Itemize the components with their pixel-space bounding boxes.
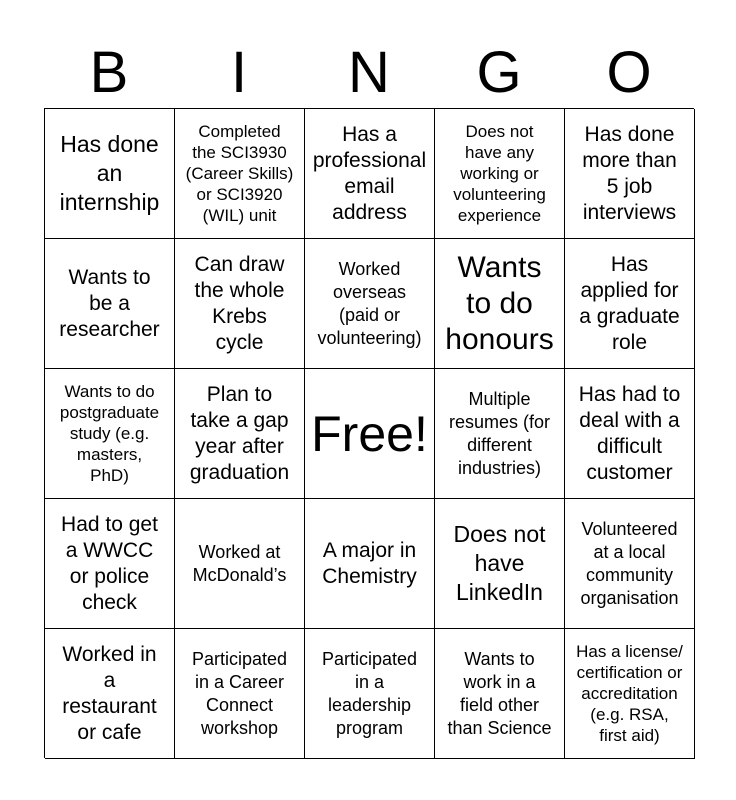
bingo-cell-text: Has applied for a graduate role — [579, 252, 680, 354]
bingo-cell-text: Volunteered at a local community organisation — [580, 518, 679, 608]
bingo-cell[interactable] — [45, 629, 175, 759]
bingo-cell[interactable] — [565, 629, 695, 759]
bingo-cell[interactable] — [175, 239, 305, 369]
bingo-cell[interactable] — [175, 629, 305, 759]
bingo-cell-text: Participated in a leadership program — [321, 648, 418, 738]
bingo-header — [44, 40, 694, 106]
bingo-cell-text: Multiple resumes (for different industries) — [448, 388, 551, 478]
bingo-cell[interactable] — [305, 629, 435, 759]
bingo-cell-text: Wants to do postgraduate study (e.g. masters, PhD) — [59, 382, 160, 485]
bingo-cell-text: Has had to deal with a difficult customer — [578, 382, 681, 484]
bingo-cell-text: Participated in a Career Connect workshop — [191, 648, 288, 738]
bingo-cell-text: Has a professional email address — [312, 122, 427, 224]
bingo-cell-text: Has a license/ certification or accreditation (e.g. RSA, first aid) — [576, 642, 683, 745]
bingo-cell[interactable] — [45, 109, 175, 239]
bingo-cell[interactable] — [175, 499, 305, 629]
bingo-cell[interactable] — [45, 499, 175, 629]
bingo-cell[interactable] — [435, 109, 565, 239]
bingo-cell-text: Does not have LinkedIn — [453, 521, 546, 605]
header-letter-o: O — [606, 40, 652, 105]
bingo-cell[interactable] — [305, 499, 435, 629]
bingo-cell[interactable] — [305, 109, 435, 239]
bingo-cell-text: Plan to take a gap year after graduation — [189, 382, 290, 484]
bingo-cell-text: Wants to do honours — [445, 250, 554, 356]
free-space-cell[interactable] — [305, 369, 435, 499]
bingo-cell[interactable] — [435, 499, 565, 629]
bingo-cell[interactable] — [175, 369, 305, 499]
bingo-cell-text: Has done more than 5 job interviews — [582, 122, 677, 224]
bingo-cell-text: Does not have any working or volunteering experience — [453, 122, 546, 225]
header-letter-n: N — [348, 40, 390, 105]
bingo-cell[interactable] — [565, 109, 695, 239]
bingo-cell[interactable] — [435, 369, 565, 499]
header-letter-i: I — [230, 40, 248, 105]
bingo-cell[interactable] — [565, 369, 695, 499]
bingo-cell[interactable] — [45, 369, 175, 499]
bingo-cell-text: Can draw the whole Krebs cycle — [194, 252, 285, 354]
bingo-board — [44, 108, 694, 758]
bingo-cell-text: A major in Chemistry — [322, 538, 417, 588]
header-letter-g: G — [476, 40, 522, 105]
bingo-cell[interactable] — [45, 239, 175, 369]
bingo-cell[interactable] — [565, 499, 695, 629]
bingo-cell[interactable] — [435, 239, 565, 369]
bingo-cell-text: Worked at McDonald’s — [192, 541, 287, 585]
bingo-cell[interactable] — [435, 629, 565, 759]
bingo-cell-text: Wants to be a researcher — [59, 265, 160, 341]
bingo-cell-text: Free! — [311, 405, 428, 462]
bingo-cell[interactable] — [305, 239, 435, 369]
header-letter-b: B — [89, 40, 129, 105]
bingo-cell-text: Has done an internship — [59, 131, 160, 215]
bingo-cell-text: Had to get a WWCC or police check — [61, 512, 158, 614]
bingo-cell-text: Worked overseas (paid or volunteering) — [317, 258, 422, 348]
bingo-cell-text: Completed the SCI3930 (Career Skills) or SCI3920 (WIL) unit — [185, 122, 294, 225]
bingo-cell-text: Wants to work in a field other than Science — [447, 648, 552, 738]
bingo-cell-text: Worked in a restaurant or cafe — [62, 642, 157, 744]
bingo-cell[interactable] — [565, 239, 695, 369]
bingo-cell[interactable] — [175, 109, 305, 239]
